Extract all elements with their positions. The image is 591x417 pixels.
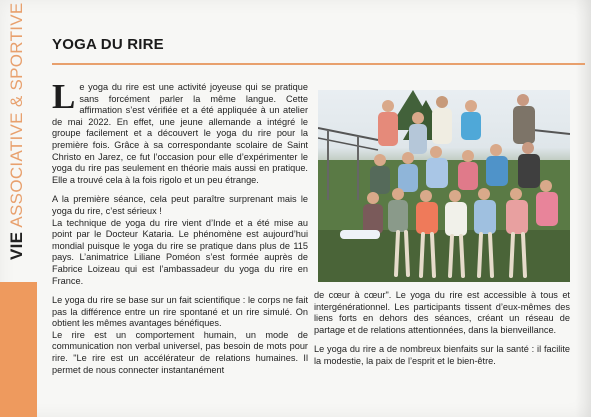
paragraph-science: Le yoga du rire se base sur un fait scientifique : le corps ne fait pas la différence entre un rire spontané et un rire simulé. On obtient les mêmes avantages bénéfiques.	[52, 295, 308, 329]
drop-cap: L	[52, 77, 76, 116]
paragraph-bienfaits: Le yoga du rire a de nombreux bienfaits sur la santé : il facilite la modestie, la paix de l’esprit et le bien-être.	[314, 344, 570, 366]
paragraph-coeur: de cœur à cœur". Le yoga du rire est accessible à tous et intergénérationnel. Les participants tissent d’eux-mêmes des liens forts en dehors des séances, créant un réseau de partage et de relations attentionnées, dans la bienveillance.	[314, 290, 570, 335]
section-label	[6, 2, 28, 260]
group-photo	[318, 90, 570, 282]
right-column	[314, 290, 570, 376]
orange-side-strip	[0, 282, 37, 417]
paragraph-intro: Le yoga du rire est une activité joyeuse qui se pratique sans forcément parler la même langue. Cette affirmation s’est vérifiée et a été appliquée à un atelier de mai 2022. En effet, une jeune allemande a intégré le groupe facilement et a découvert le yoga du rire pour la première fois. Grâce à sa correspondante scolaire de Saint Christo en Jarez, ce fut l’occasion pour elle d’expérimenter le yoga du rire pas seulement en théorie mais aussi en pratique. Elle a trouvé cela à la fois rigolo et un peu étrange.	[52, 77, 308, 185]
title-underline	[52, 63, 585, 65]
paragraph-technique: La technique de yoga du rire vient d’Inde et a été mise au point par le Docteur Kataria. Le phénomène est aujourd’hui mondial puisque le yoga du rire se pratique dans plus de 115 pays. L’animatrice Liliane Poméon s’est formée auprès de Fabrice Loizeau qui est l’ambassadeur du yoga du rire en France.	[52, 217, 308, 286]
paragraph-communication: Le rire est un comportement humain, un mode de communication non verbal universel, pas besoin de mots pour rire. "Le rire est un accélérateur de relations humaines. Il permet de nous connecter instantanément	[52, 329, 308, 375]
article-title: YOGA DU RIRE	[52, 36, 164, 53]
section-label-associative: ASSOCIATIVE & SPORTIVE	[7, 2, 26, 228]
paragraph-serieux: A la première séance, cela peut paraître surprenant mais le yoga du rire, c’est sérieux !	[52, 194, 308, 216]
left-column	[52, 77, 308, 376]
section-label-vie: VIE	[7, 231, 26, 260]
group-photo-illustration	[318, 90, 570, 282]
